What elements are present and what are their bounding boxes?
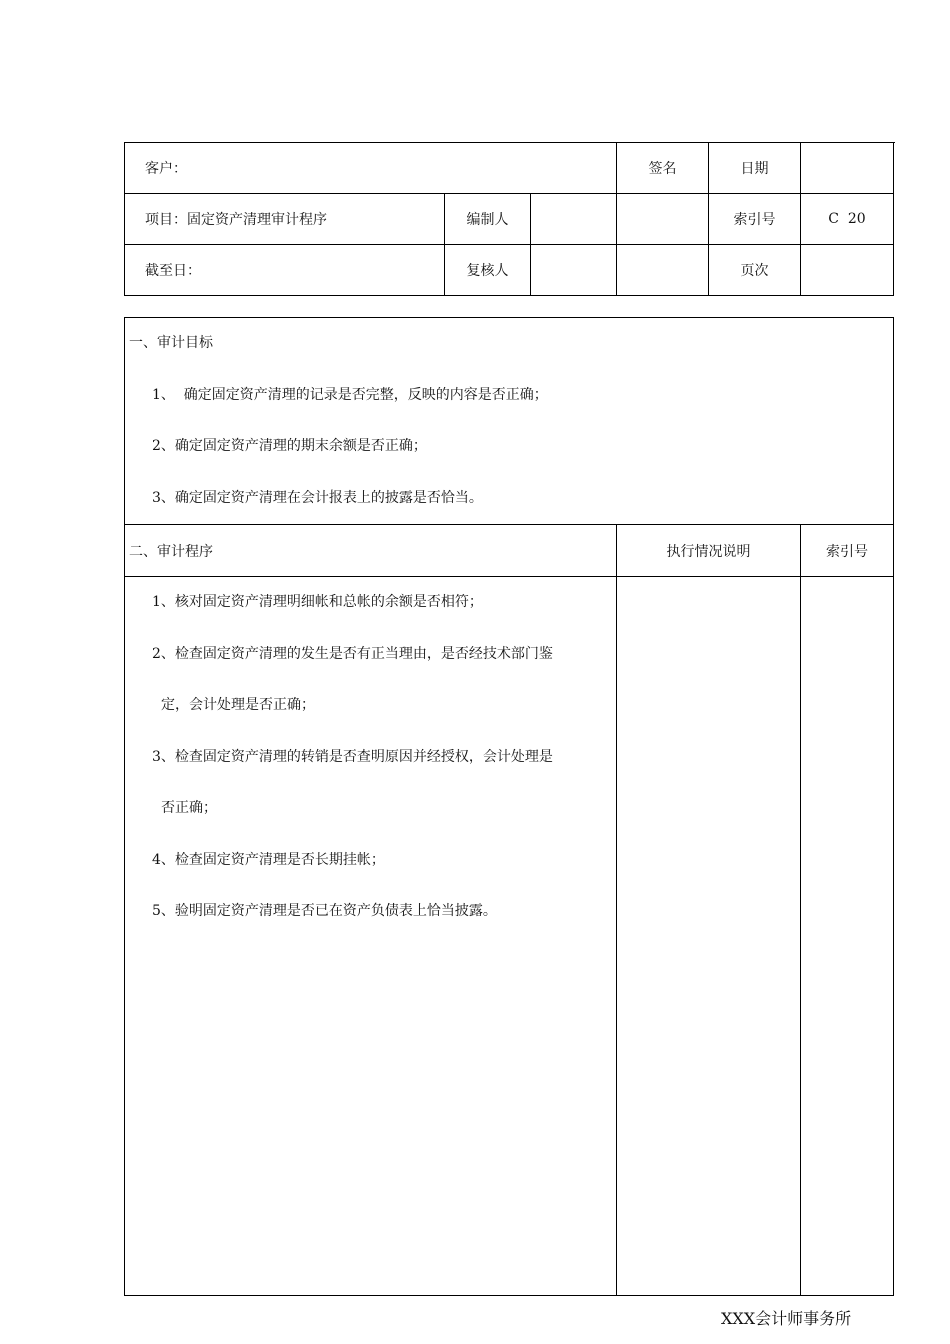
- page-value-cell: [801, 245, 894, 296]
- header-table: [124, 142, 894, 296]
- index-value: C 20: [801, 194, 894, 245]
- procedure-line: 4、检查固定资产清理是否长期挂帐；: [152, 851, 385, 868]
- objectives-row: [125, 318, 894, 525]
- procedure-line: 否正确；: [161, 800, 217, 816]
- reviewer-sign-cell: [531, 245, 617, 296]
- index-label: 索引号: [709, 194, 801, 245]
- cutoff-label: 截至日：: [125, 245, 445, 296]
- procedure-line: 1、核对固定资产清理明细帐和总帐的余额是否相符；: [152, 594, 483, 610]
- procedure-index-cell: [801, 577, 894, 1296]
- client-value-cell: [801, 143, 894, 194]
- procedure-line: 2、检查固定资产清理的发生是否有正当理由，是否经技术部门鉴: [152, 645, 553, 662]
- procedure-line: 定，会计处理是否正确；: [161, 697, 315, 713]
- date-label: 日期: [709, 143, 801, 194]
- index-column-header: 索引号: [801, 525, 894, 577]
- execution-column-header: 执行情况说明: [617, 525, 801, 577]
- objective-item: 1、 确定固定资产清理的记录是否完整，反映的内容是否正确；: [152, 386, 548, 403]
- project-label: 项目：固定资产清理审计程序: [125, 194, 445, 245]
- objectives-cell: [125, 318, 894, 525]
- page-label: 页次: [709, 245, 801, 296]
- firm-name: XXX会计师事务所: [721, 1309, 852, 1328]
- objectives-title: 一、审计目标: [129, 335, 213, 351]
- objective-item: 3、确定固定资产清理在会计报表上的披露是否恰当。: [152, 489, 483, 506]
- audit-program-table: [124, 317, 894, 1296]
- execution-notes-cell: [617, 577, 801, 1296]
- reviewer-date-cell: [617, 245, 709, 296]
- objective-item: 2、确定固定资产清理的期末余额是否正确；: [152, 438, 427, 454]
- header-row-project: [125, 194, 894, 245]
- procedures-header-row: [125, 525, 894, 577]
- procedure-line: 5、验明固定资产清理是否已在资产负债表上恰当披露。: [152, 903, 497, 919]
- sign-label: 签名: [617, 143, 709, 194]
- procedure-line: 3、检查固定资产清理的转销是否查明原因并经授权，会计处理是: [152, 748, 553, 765]
- client-label: 客户：: [125, 143, 617, 194]
- preparer-sign-cell: [531, 194, 617, 245]
- preparer-label: 编制人: [445, 194, 531, 245]
- preparer-date-cell: [617, 194, 709, 245]
- reviewer-label: 复核人: [445, 245, 531, 296]
- procedures-body-row: [125, 577, 894, 1296]
- header-row-cutoff: [125, 245, 894, 296]
- header-row-client: [125, 143, 894, 194]
- procedures-list-cell: [125, 577, 617, 1296]
- procedures-title: 二、审计程序: [125, 525, 617, 577]
